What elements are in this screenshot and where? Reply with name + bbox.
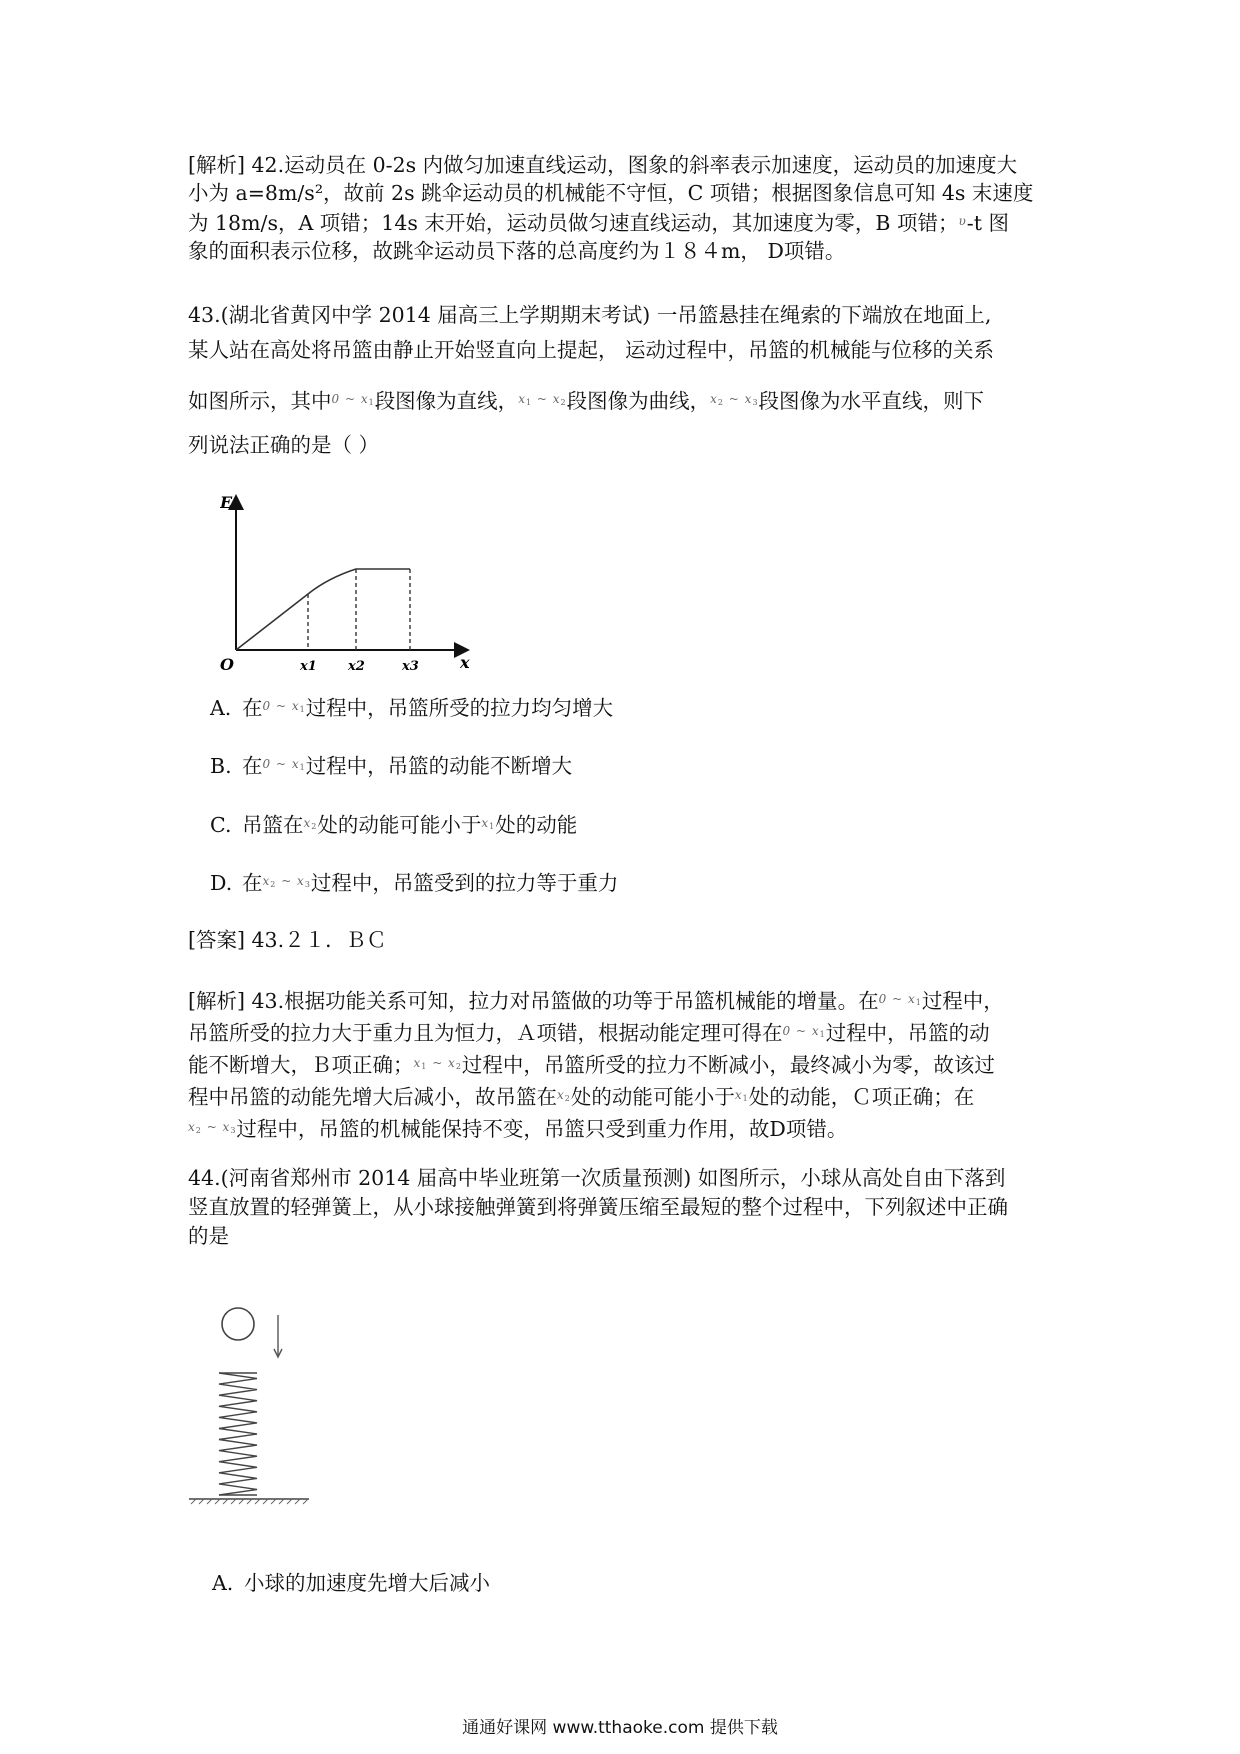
tick-x2: x2 [348, 659, 365, 674]
energy-displacement-graph [220, 490, 480, 675]
option-43-c: C. 吊篮在$^{x_2}$处的动能可能小于$^{x_1}$处的动能 [210, 813, 578, 837]
ball-spring-figure [185, 1305, 315, 1505]
question-43-line-1: 43.(湖北省黄冈中学 2014 届高三上学期期末考试) 一吊篮悬挂在绳索的下端放在地面上, [188, 303, 992, 327]
segment-0-x1: 0 ~ x1 [331, 392, 375, 407]
analysis-42-line-1: [解析] 42.运动员在 0-2s 内做匀加速直线运动，图象的斜率表示加速度，运动员的加速度大 [188, 153, 1018, 177]
option-44-a: A. 小球的加速度先增大后减小 [212, 1571, 490, 1595]
analysis-42 [188, 151, 1058, 265]
segment-x1-x2: x1 ~ x2 [518, 392, 567, 407]
analysis-42-line-3: 为 18m/s，A 项错；14s 末开始，运动员做匀速直线运动，其加速度为零，B 项错；$^\upsilon$-t 图 [188, 211, 1009, 235]
question-43-line-4: 列说法正确的是（ ） [188, 433, 380, 457]
question-43-line-2: 某人站在高处将吊篮由静止开始竖直向上提起， 运动过程中，吊篮的机械能与位移的关系 [188, 338, 995, 362]
page-footer: 通通好课网 www.tthaoke.com 提供下载 [462, 1718, 778, 1738]
ground-hatch [191, 1499, 308, 1504]
question-44: 44.(河南省郑州市 2014 届高中毕业班第一次质量预测) 如图所示，小球从高处自由下落到 竖直放置的轻弹簧上，从小球接触弹簧到将弹簧压缩至最短的整个过程中，下列叙述中正确 的是 [188, 1166, 1008, 1248]
analysis-42-line-4: 象的面积表示位移，故跳伞运动员下落的总高度约为１８４m， D项错。 [188, 239, 846, 263]
analysis-42-line-2: 小为 a=8m/s²，故前 2s 跳伞运动员的机械能不守恒，C 项错；根据图象信息可知 4s 末速度 [188, 181, 1034, 205]
tick-x3: x3 [402, 659, 419, 674]
option-43-d: D. 在$^{x_2 \sim x_3}$过程中，吊篮受到的拉力等于重力 [210, 871, 619, 895]
origin-label: O [220, 655, 234, 674]
option-43-b: B. 在$^{0 \sim x_1}$过程中，吊篮的动能不断增大 [210, 754, 573, 778]
option-43-a: A. 在$^{0 \sim x_1}$过程中，吊篮所受的拉力均匀增大 [210, 696, 614, 720]
analysis-43: [解析] 43.根据功能关系可知，拉力对吊篮做的功等于吊篮机械能的增量。在$^{0 \sim x_1}$过程中， 吊篮所受的拉力大于重力且为恒力，Ａ项错，根据动能定理可得在$^{0 \sim x_1}$过程中，吊篮的动 能不断增大，Ｂ项正确；$^{x_1 \sim x_2}$过程中，吊篮所受的拉力不断减小，最终减小为零，故该过 程中吊篮的动能先增大后减小，故吊篮在$^{x_2}$处的动能可能小于$^{x_1}$处的动能，Ｃ项正确；在 $^{x_2 \sim x_3}$过程中，吊篮的机械能保持不变，吊篮只受到重力作用，故D项错。 [188, 989, 1004, 1141]
spring [219, 1373, 257, 1495]
x-axis-label: x [460, 653, 470, 672]
energy-curve [236, 569, 410, 650]
tick-x1: x1 [300, 659, 317, 674]
segment-x2-x3: x2 ~ x3 [710, 392, 759, 407]
question-43-line-3: 如图所示，其中$^{0 \sim x_1}$段图像为直线，$^{x_1 \sim x_2}$段图像为曲线，$^{x_2 \sim x_3}$段图像为水平直线，则下 [188, 389, 985, 413]
y-axis-label: E [220, 493, 233, 512]
velocity-symbol: υ [958, 214, 967, 228]
question-43 [188, 298, 1058, 368]
answer-43: [答案] 43.２１．ＢＣ [188, 928, 387, 952]
ball [222, 1308, 254, 1340]
